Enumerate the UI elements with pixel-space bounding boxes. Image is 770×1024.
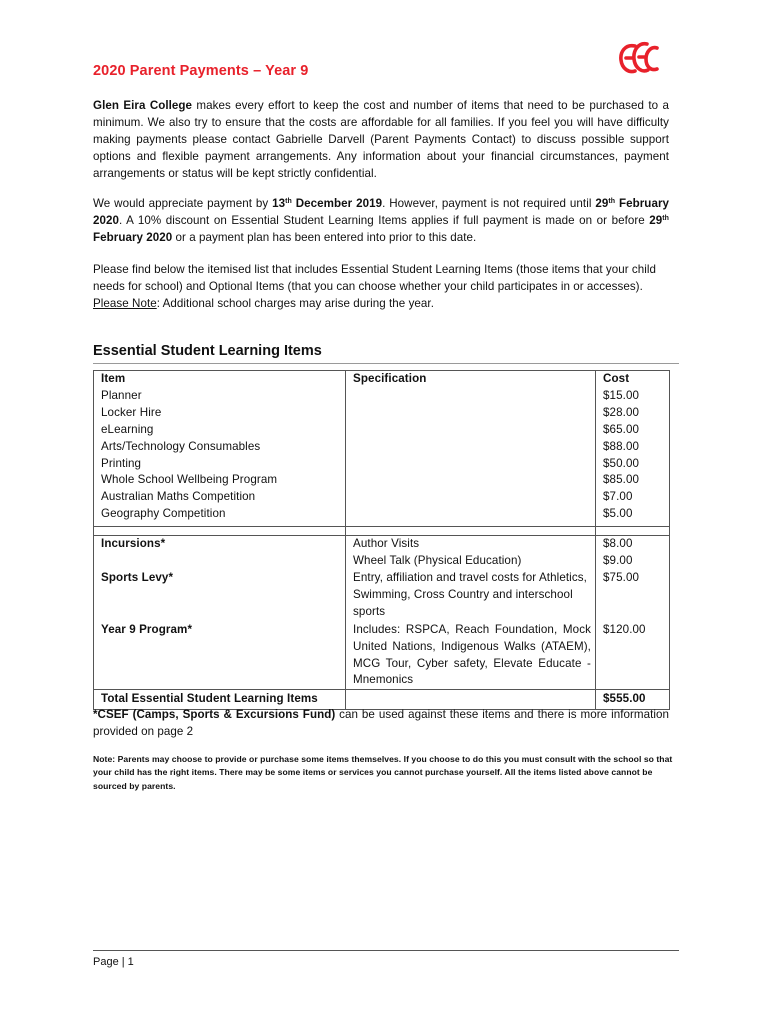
row-spec [346, 506, 596, 526]
row-spec [346, 439, 596, 456]
payment-date-2-num: 29 [595, 197, 609, 210]
glen-eira-college-logo-icon [617, 38, 661, 78]
sports-levy-row [94, 570, 670, 621]
row-cost: $65.00 [596, 422, 670, 439]
row-spec [346, 405, 596, 422]
footer-divider [93, 950, 679, 951]
row-cost: $5.00 [596, 506, 670, 526]
header-specification: Specification [346, 371, 596, 388]
header-item: Item [94, 371, 346, 388]
table-row [94, 489, 670, 506]
intro-text: makes every effort to keep the cost and number of items that need to be purchased to a minimum. We also try to ensure that the costs are affordable for all families. If you feel you will have difficulty making payments please contact Gabrielle Darvell (Parent Payments Contact) to discuss possible support options and flexible payment arrangements. Any information about your financial circumstances, payment arrangements or status will be kept strictly confidential. [93, 99, 669, 180]
row-cost: $85.00 [596, 472, 670, 489]
page-title: 2020 Parent Payments – Year 9 [93, 63, 309, 79]
year9-program-row [94, 621, 670, 690]
row-spec [346, 422, 596, 439]
row-item: Locker Hire [94, 405, 346, 422]
csef-label: *CSEF (Camps, Sports & Excursions Fund) [93, 708, 336, 721]
section-title: Essential Student Learning Items [93, 343, 322, 359]
table-row [94, 472, 670, 489]
incursions-row [94, 536, 670, 570]
payment-date-2-sup: th [608, 198, 616, 205]
payment-paragraph [93, 196, 669, 247]
table-row [94, 388, 670, 405]
row-item: Printing [94, 456, 346, 473]
incursions-cost-2: $9.00 [603, 554, 633, 568]
row-item: Geography Competition [94, 506, 346, 526]
row-cost: $7.00 [596, 489, 670, 506]
row-spec [346, 388, 596, 405]
row-item: Arts/Technology Consumables [94, 439, 346, 456]
row-cost: $88.00 [596, 439, 670, 456]
payment-date-2-rest: February 2020 [93, 197, 669, 227]
year9-program-cost: $120.00 [596, 621, 670, 690]
payment-text-3: . A 10% discount on Essential Student Learning Items applies if full payment is made on or before [119, 213, 650, 227]
row-cost: $50.00 [596, 456, 670, 473]
payment-date-3-num: 29 [649, 213, 663, 227]
section-divider [93, 363, 679, 364]
table-row [94, 456, 670, 473]
parents-note: Note: Parents may choose to provide or purchase some items themselves. If you choose to do this you must consult with the school so that your child has the right items. There may be some items or services you cannot purchase yourself. All the items listed above cannot be sourced by parents. [93, 754, 673, 791]
incursions-cost [596, 536, 670, 570]
row-item: Whole School Wellbeing Program [94, 472, 346, 489]
payment-date-1-rest: December 2019 [291, 197, 383, 210]
payment-date-1-sup: th [285, 198, 292, 205]
incursions-spec [346, 536, 596, 570]
payment-text-4: or a payment plan has been entered into prior to this date. [172, 230, 477, 244]
year9-program-label: Year 9 Program* [94, 621, 346, 690]
table-row [94, 422, 670, 439]
payment-date-3-rest: February 2020 [93, 230, 173, 244]
table-row [94, 506, 670, 526]
row-item: eLearning [94, 422, 346, 439]
school-name: Glen Eira College [93, 99, 193, 112]
incursions-label: Incursions* [94, 536, 346, 570]
essential-items-table [93, 370, 670, 710]
sports-levy-spec: Entry, affiliation and travel costs for Athletics, Swimming, Cross Country and interschool sports [346, 570, 596, 621]
total-label: Total Essential Student Learning Items [94, 690, 346, 710]
table-gap [94, 527, 670, 536]
row-cost: $15.00 [596, 388, 670, 405]
payment-text-1: We would appreciate payment by [93, 197, 273, 210]
itemised-note-text: : Additional school charges may arise during the year. [156, 296, 434, 310]
please-note-label: Please Note [93, 296, 157, 310]
payment-date-1-num: 13 [272, 197, 286, 210]
row-cost: $28.00 [596, 405, 670, 422]
intro-paragraph [93, 98, 669, 183]
header-cost: Cost [596, 371, 670, 388]
sports-levy-cost: $75.00 [596, 570, 670, 621]
incursions-spec-1: Author Visits [353, 537, 420, 551]
payment-text-2: . However, payment is not required until [382, 197, 596, 210]
itemised-text: Please find below the itemised list that includes Essential Student Learning Items (those items that your child needs for school) and Optional Items (that you can choose whether your child participates in or accesses). [93, 263, 656, 293]
row-spec [346, 456, 596, 473]
row-item: Planner [94, 388, 346, 405]
row-spec [346, 489, 596, 506]
incursions-cost-1: $8.00 [603, 537, 633, 551]
table-row [94, 439, 670, 456]
row-spec [346, 472, 596, 489]
payment-date-3-sup: th [662, 214, 669, 222]
payment-date-1 [272, 197, 382, 210]
page-number: Page | 1 [93, 956, 134, 968]
incursions-spec-2: Wheel Talk (Physical Education) [353, 554, 522, 568]
year9-program-spec: Includes: RSPCA, Reach Foundation, Mock United Nations, Indigenous Walks (ATAEM), MCG Tour, Cyber safety, Elevate Educate - Mnemonics [346, 621, 596, 690]
row-item: Australian Maths Competition [94, 489, 346, 506]
table-header-row [94, 371, 670, 388]
itemised-paragraph [93, 262, 669, 313]
total-cost: $555.00 [596, 690, 670, 710]
sports-levy-label: Sports Levy* [94, 570, 346, 621]
csef-paragraph [93, 707, 669, 741]
csef-text: can be used against these items and there is more information provided on page 2 [93, 708, 669, 738]
table-row [94, 405, 670, 422]
